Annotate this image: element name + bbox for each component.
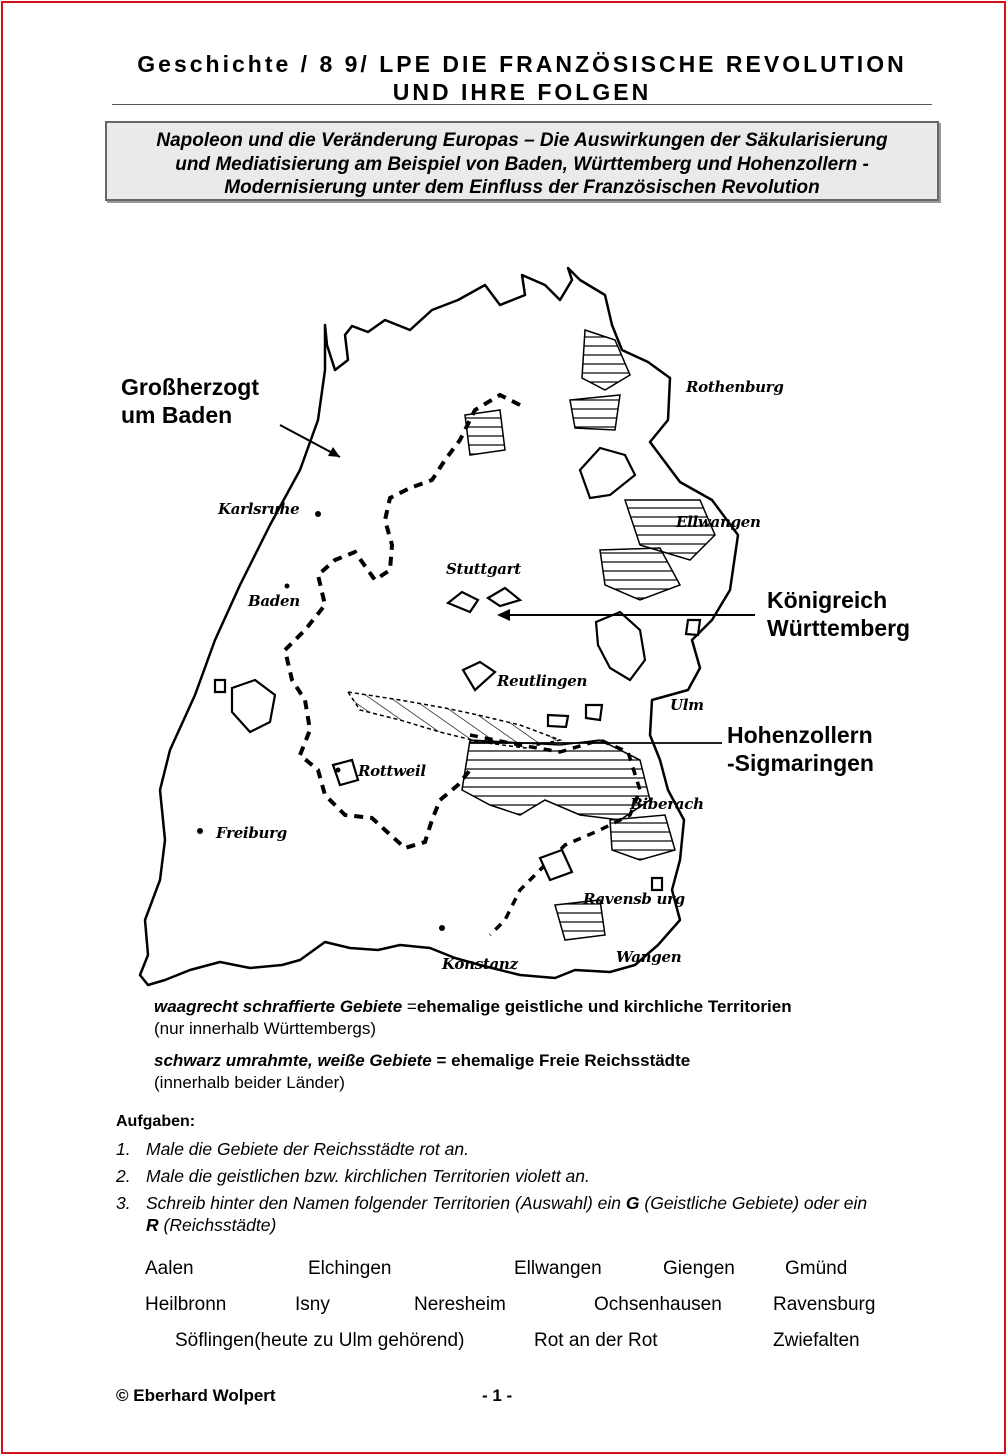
subject-line-2: und Mediatisierung am Beispiel von Baden, Württemberg und Hohenzollern - <box>175 153 869 175</box>
hohenzollern-hatch <box>348 692 560 748</box>
legend-imperial-cities-note: (innerhalb beider Länder) <box>154 1073 345 1092</box>
task-2: 2. Male die geistlichen bzw. kirchlichen Territorien violett an. <box>116 1166 590 1186</box>
task-1: 1. Male die Gebiete der Reichsstädte rot an. <box>116 1139 469 1159</box>
title-line-2: UND IHRE FOLGEN <box>392 79 652 105</box>
place-karlsruhe: Karlsruhe <box>218 500 300 518</box>
place-stuttgart: Stuttgart <box>446 560 521 578</box>
territory-elchingen: Elchingen <box>308 1258 392 1279</box>
place-rottweil: Rottweil <box>358 762 426 780</box>
place-reutlingen: Reutlingen <box>497 672 588 690</box>
territory-isny: Isny <box>295 1294 330 1315</box>
tasks-heading: Aufgaben: <box>116 1113 196 1130</box>
label-hohenzollern: Hohenzollern -Sigmaringen <box>727 722 874 776</box>
footer-author: © Eberhard Wolpert <box>116 1386 276 1405</box>
territory-zwiefalten: Zwiefalten <box>773 1330 860 1351</box>
territory-neresheim: Neresheim <box>414 1294 506 1315</box>
subject-line-1: Napoleon und die Veränderung Europas – Die Auswirkungen der Säkularisierung <box>156 130 888 151</box>
territory-heilbronn: Heilbronn <box>145 1294 227 1315</box>
place-ellwangen: Ellwangen <box>676 513 761 531</box>
footer-page-number: - 1 - <box>482 1386 513 1405</box>
place-konstanz: Konstanz <box>442 955 518 973</box>
territory-ellwangen: Ellwangen <box>514 1258 602 1279</box>
territory-aalen: Aalen <box>145 1258 194 1279</box>
territory-rot-an-der-rot: Rot an der Rot <box>534 1330 658 1351</box>
legend-hatched-note: (nur innerhalb Württembergs) <box>154 1019 377 1038</box>
ecclesiastical-territories <box>462 330 715 940</box>
territory-ochsenhausen: Ochsenhausen <box>594 1294 722 1315</box>
legend-imperial-cities: schwarz umrahmte, weiße Gebiete = ehemalige Freie Reichsstädte <box>154 1051 691 1070</box>
territory-giengen: Giengen <box>663 1258 735 1279</box>
task-3: 3. Schreib hinter den Namen folgender Territorien (Auswahl) ein G (Geistliche Gebiete) oder ein <box>116 1193 868 1213</box>
label-baden: Großherzogt um Baden <box>121 374 259 428</box>
legend-hatched: waagrecht schraffierte Gebiete =ehemalige geistliche und kirchliche Territorien <box>154 997 792 1016</box>
place-biberach: Biberach <box>630 795 704 813</box>
subject-line-3: Modernisierung unter dem Einfluss der Französischen Revolution <box>224 177 820 198</box>
territory-gmuend: Gmünd <box>785 1258 848 1279</box>
place-ravensburg: Ravensb urg <box>583 890 685 908</box>
territory-soeflingen: Söflingen(heute zu Ulm gehörend) <box>175 1330 465 1351</box>
place-baden: Baden <box>248 592 300 610</box>
place-wangen: Wangen <box>616 948 682 966</box>
place-freiburg: Freiburg <box>216 824 287 842</box>
territory-ravensburg: Ravensburg <box>773 1294 876 1315</box>
label-wuerttemberg: Königreich Württemberg <box>767 587 911 641</box>
task-3-continued: R (Reichsstädte) <box>146 1215 277 1235</box>
title-line-1: Geschichte / 8 9/ LPE DIE FRANZÖSISCHE REVOLUTION <box>137 51 907 77</box>
place-rothenburg: Rothenburg <box>686 378 784 396</box>
place-ulm: Ulm <box>670 696 704 714</box>
